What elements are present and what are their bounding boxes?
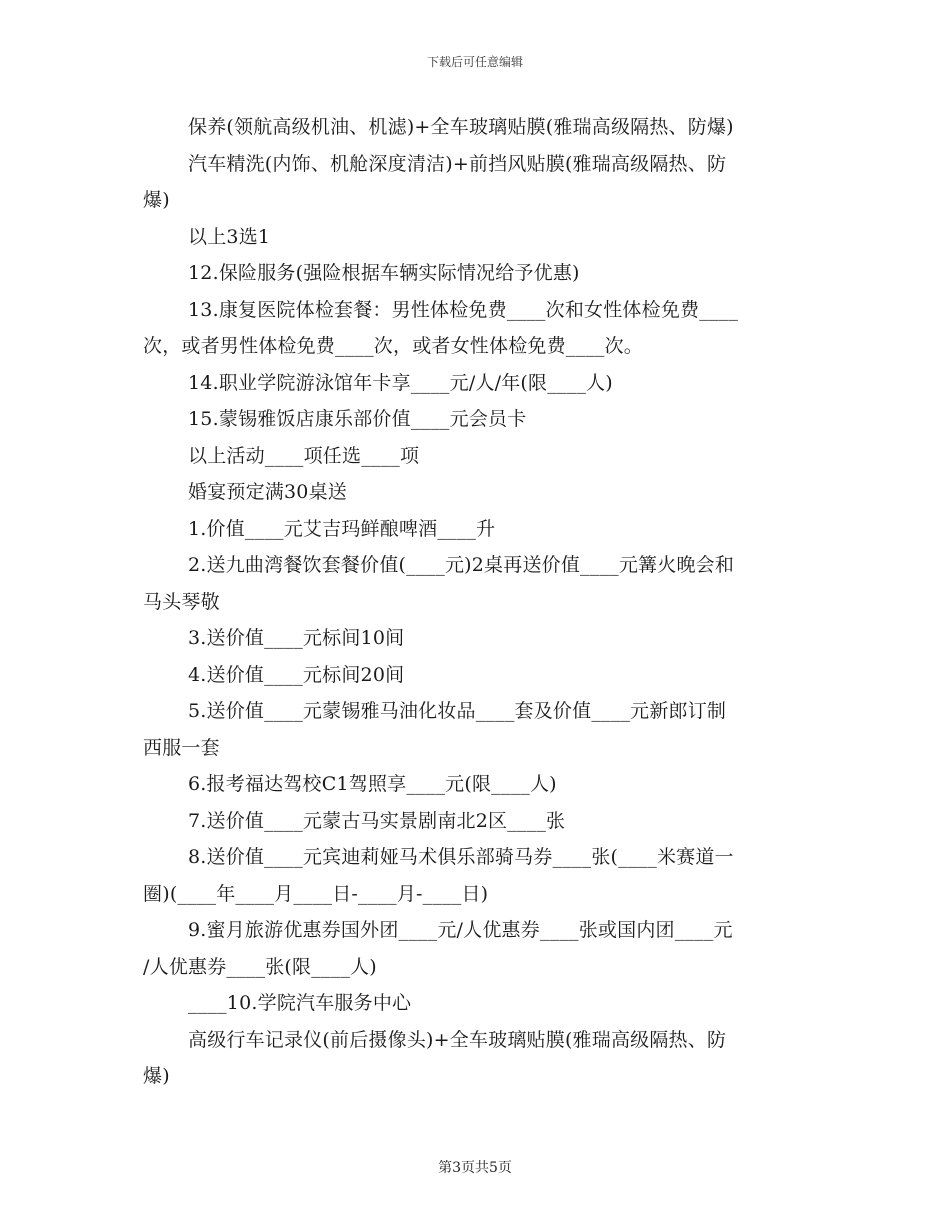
text-line: 15.蒙锡雅饭店康乐部价值____元会员卡 [188,408,527,430]
text-line: 马头琴敬 [143,590,220,613]
text-line: 6.报考福达驾校C1驾照享____元(限____人) [188,773,557,795]
text-line: 圈)(____年____月____日-____月-____日) [143,882,489,905]
page-header: 下载后可任意编辑 [426,55,523,69]
text-line: 5.送价值____元蒙锡雅马油化妆品____套及价值____元新郎订制 [188,700,727,722]
text-line: 2.送九曲湾餐饮套餐价值(____元)2桌再送价值____元篝火晚会和 [188,554,735,576]
text-line: 4.送价值____元标间20间 [188,663,405,686]
text-line: 爆) [143,189,170,211]
text-line: 西服一套 [143,736,220,759]
text-line: 1.价值____元艾吉玛鲜酿啤酒____升 [188,517,496,540]
text-line: 爆) [143,1065,170,1087]
text-line: 12.保险服务(强险根据车辆实际情况给予优惠) [188,262,580,284]
text-line: 以上活动____项任选____项 [188,444,420,467]
text-line: 婚宴预定满30桌送 [188,481,347,503]
text-line: 3.送价值____元标间10间 [188,627,405,649]
text-line: 8.送价值____元宾迪莉娅马术俱乐部骑马券____张(____米赛道一 [188,846,734,868]
text-line: 高级行车记录仪(前后摄像头)+全车玻璃贴膜(雅瑞高级隔热、防 [188,1028,727,1051]
text-line: 9.蜜月旅游优惠券国外团____元/人优惠券____张或国内团____元 [188,919,733,941]
text-line: ____10.学院汽车服务中心 [188,992,412,1014]
text-line: /人优惠券____张(限____人) [143,955,377,978]
text-line: 汽车精洗(内饰、机舱深度清洁)+前挡风贴膜(雅瑞高级隔热、防 [188,152,727,175]
text-line: 14.职业学院游泳馆年卡享____元/人/年(限____人) [188,371,613,394]
text-line: 13.康复医院体检套餐：男性体检免费____次和女性体检免费____ [188,298,739,321]
text-line: 保养(领航高级机油、机滤)+全车玻璃贴膜(雅瑞高级隔热、防爆) [188,116,734,138]
text-line: 以上3选1 [188,225,271,248]
text-line: 次，或者男性体检免费____次，或者女性体检免费____次。 [143,335,644,357]
text-line: 7.送价值____元蒙古马实景剧南北2区____张 [188,809,566,832]
page-footer: 第3页共5页 [438,1160,512,1176]
document-body [143,109,808,1095]
